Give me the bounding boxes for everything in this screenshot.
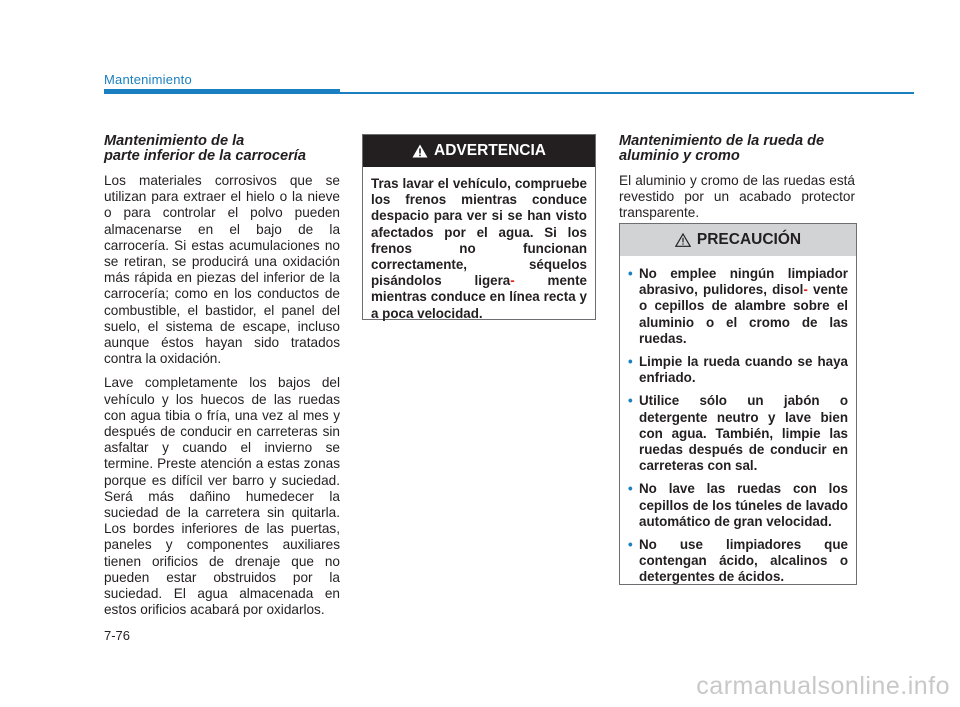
header-rule-thin [340,92,914,94]
caution-bullet: • [628,266,633,281]
caution-item-1-hyphen: - [803,282,808,298]
warning-heading: ADVERTENCIA [434,142,546,159]
warning-box [362,134,596,320]
underbody-paragraph-1: Los materiales corrosivos que se utilizan para extraer el hielo o la nieve o para controlar el polvo pueden almacenarse en el bajo de la carrocería. Si estas acumulaciones no se retiran, se producirá una oxidación más rápida en piezas del inferior de la carrocería; como en los conductos de combustible, el bastidor, el panel del suelo, el sistema de escape, incluso aunque éstos hayan sido tratados contra la oxidación. [104,173,340,367]
caution-box [619,223,857,585]
section-header-title: Mantenimiento [104,72,192,87]
caution-item-5-text: No use limpiadores que contengan ácido, alcalinos o detergentes de ácidos. [639,537,848,585]
underbody-paragraph-2: Lave completamente los bajos del vehículo y los huecos de las ruedas con agua tibia o fría, una vez al mes y después de conducir en carreteras sin asfaltar y cuando el invierno se termine. Preste atención a estas zonas porque es difícil ver barro y suciedad. Será más dañino humedecer la suciedad de la carretera sin quitarla. Los bordes inferiores de las puertas, paneles y componentes auxiliares tienen orificios de drenaje que no pueden estar obstruidos por la suciedad. El agua almacenada en estos orificios acabará por oxidarlos. [104,375,340,618]
header-rule-thick [104,89,340,94]
warning-hyphen: - [510,273,515,289]
wheel-title-line2: aluminio y cromo [619,148,740,164]
warning-header [363,135,595,167]
underbody-section-title [104,134,340,164]
left-column [104,134,340,626]
warning-text-part2: mente mientras conduce en línea recta y a poca velocidad. [371,273,587,321]
underbody-title-line2: parte inferior de la carrocería [104,148,306,164]
wheel-paragraph: El aluminio y cromo de las ruedas está revestido por un acabado protector transparente. [619,173,855,221]
caution-bullet: • [628,481,633,497]
caution-bullet: • [628,537,633,553]
caution-item-2-text: Limpie la rueda cuando se haya enfriado. [639,354,848,386]
caution-heading: PRECAUCIÓN [696,231,802,248]
wheel-title-line1: Mantenimiento de la rueda de [619,133,825,149]
caution-item [628,537,848,586]
caution-item [628,266,848,347]
caution-item-3-text: Utilice sólo un jabón o detergente neutro y lave bien con agua. También, limpie las ruedas después de conducir en carreteras con sal. [639,393,848,474]
caution-item-1-part2: vente o cepillos de alambre sobre el aluminio o el cromo de las ruedas. [639,282,848,346]
wheel-section-title [619,134,855,164]
caution-item-4-text: No lave las ruedas con los cepillos de los túneles de lavado automático de gran velocidad. [639,481,848,529]
watermark: carmanualsonline.info [696,672,950,700]
warning-triangle-icon [412,144,428,158]
caution-bullet: • [628,354,633,370]
caution-item [628,393,848,474]
caution-triangle-icon [675,233,691,247]
right-column [619,134,855,230]
page-number: 7-76 [104,628,131,643]
caution-list [620,256,856,586]
caution-header [620,224,856,256]
warning-text-part1: Tras lavar el vehículo, compruebe los frenos mientras conduce despacio para ver si se han visto afectados por el agua. Si los frenos no funcionan correctamente, séquelos pisándolos ligera [371,176,587,289]
warning-text [363,167,595,322]
caution-item-1-part1: No emplee ningún limpiador abrasivo, pulidores, disol [639,266,848,298]
underbody-title-line1: Mantenimiento de la [104,133,245,149]
caution-item [628,354,848,386]
caution-item [628,481,848,530]
caution-bullet: • [628,393,633,409]
